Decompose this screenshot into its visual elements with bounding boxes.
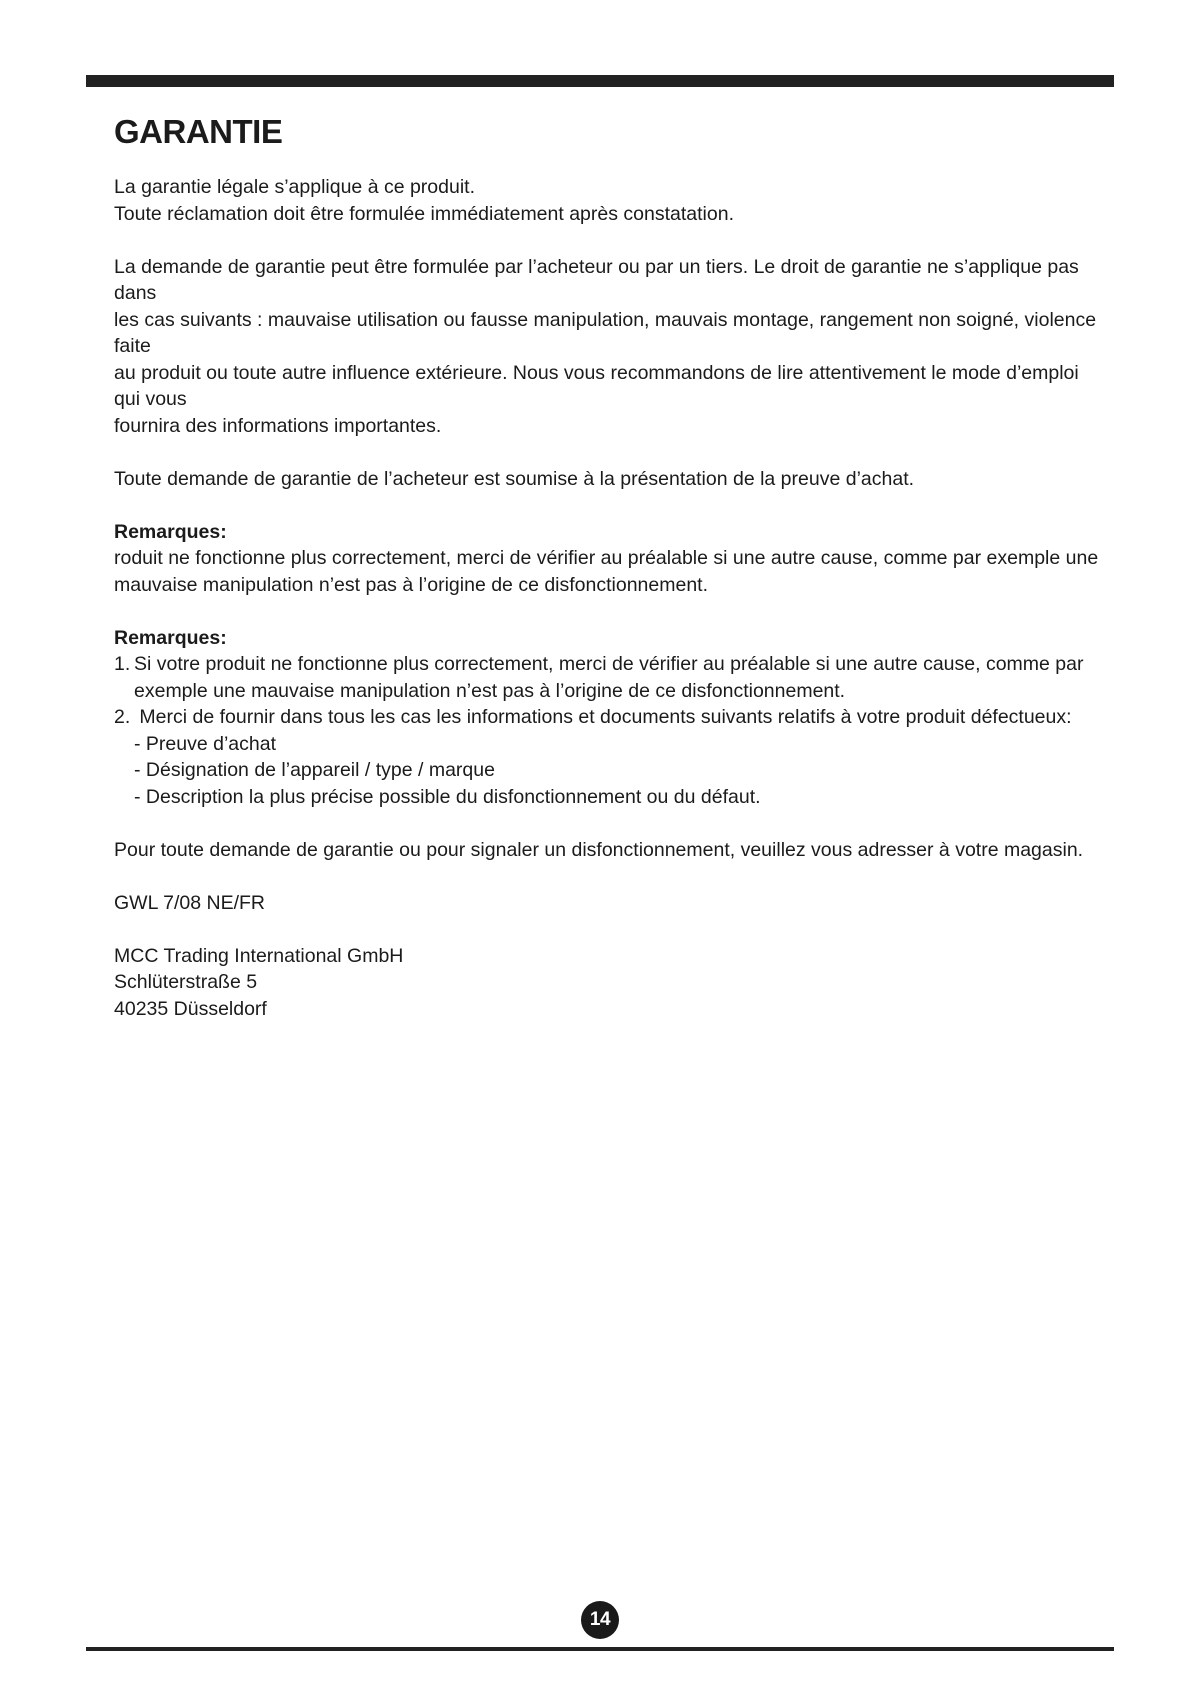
top-header-bar [86, 75, 1114, 87]
address-street: Schlüterstraße 5 [114, 971, 258, 993]
remarks-1-line-1: roduit ne fonctionne plus correctement, merci de vérifier au préalable si une autre cause, comme par exemple une [114, 547, 1099, 569]
remarks-1-line-2: mauvaise manipulation n’est pas à l’origine de ce disfonctionnement. [114, 573, 709, 596]
page-number: 14 [581, 1601, 619, 1639]
sub-item-designation: - Désignation de l’appareil / type / marque [134, 759, 495, 781]
conditions-line-4: fournira des informations importantes. [114, 414, 442, 437]
proof-paragraph: Toute demande de garantie de l’acheteur est soumise à la présentation de la preuve d’achat. [114, 467, 915, 490]
list-item-2-text: Merci de fournir dans tous les cas les informations et documents suivants relatifs à votre produit défectueux: [134, 706, 1072, 728]
remarks-heading-2: Remarques: [114, 626, 227, 649]
conditions-line-2: les cas suivants : mauvaise utilisation ou fausse manipulation, mauvais montage, rangement non soigné, violence faite [114, 308, 1097, 357]
sub-item-description: - Description la plus précise possible du disfonctionnement ou du défaut. [134, 785, 761, 808]
list-item-1-line-1: Si votre produit ne fonctionne plus correctement, merci de vérifier au préalable si une autre cause, comme par [134, 653, 1084, 675]
list-item-1-line-2: exemple une mauvaise manipulation n’est pas à l’origine de ce disfonctionnement. [134, 679, 846, 702]
remarks-list-item-2 [114, 704, 1104, 731]
address-city: 40235 Düsseldorf [114, 997, 267, 1020]
list-number-1: 1. [114, 653, 131, 675]
intro-line-1: La garantie légale s’applique à ce produit. [114, 176, 476, 198]
conditions-line-1: La demande de garantie peut être formulée par l’acheteur ou par un tiers. Le droit de garantie ne s’applique pas dans [114, 255, 1079, 304]
list-number-2: 2. [114, 706, 131, 728]
conditions-line-3: au produit ou toute autre influence extérieure. Nous vous recommandons de lire attentivement le mode d’emploi qui vous [114, 361, 1079, 410]
sub-item-proof: - Preuve d’achat [134, 732, 276, 755]
page-title: GARANTIE [114, 113, 283, 150]
remarks-heading-1: Remarques: [114, 520, 227, 543]
address-company: MCC Trading International GmbH [114, 944, 404, 967]
intro-line-2: Toute réclamation doit être formulée immédiatement après constatation. [114, 202, 734, 225]
bottom-rule [86, 1647, 1114, 1651]
reference-code: GWL 7/08 NE/FR [114, 891, 265, 914]
warranty-content [114, 108, 1104, 1022]
remarks-list-item-1 [114, 651, 1104, 704]
contact-note: Pour toute demande de garantie ou pour signaler un disfonctionnement, veuillez vous adresser à votre magasin. [114, 838, 1084, 861]
